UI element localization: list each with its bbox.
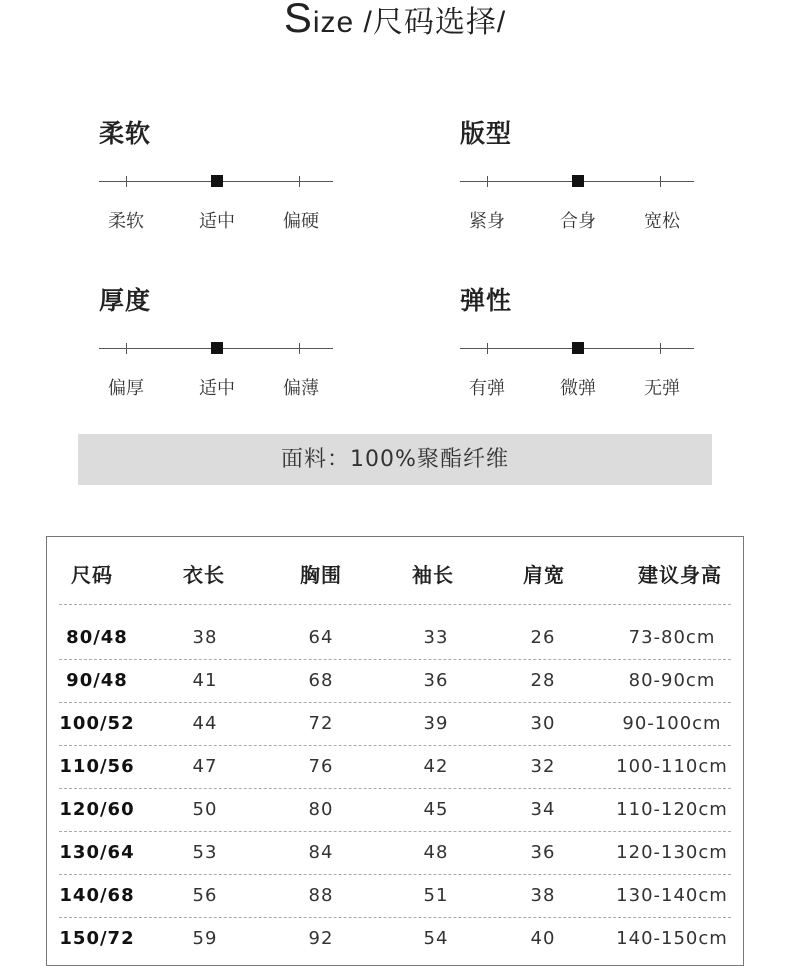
attribute-label: 版型	[460, 119, 513, 148]
table-header-shoulder: 肩宽	[523, 563, 565, 587]
table-cell: 56	[192, 885, 218, 906]
scale-tick	[126, 343, 127, 354]
table-cell: 76	[308, 756, 334, 777]
scale-tick	[299, 176, 300, 187]
scale-option: 柔软	[108, 211, 144, 232]
table-cell: 64	[308, 627, 334, 648]
table-cell: 51	[423, 885, 449, 906]
table-cell: 140-150cm	[616, 928, 728, 949]
table-cell: 92	[308, 928, 334, 949]
table-cell: 32	[530, 756, 556, 777]
table-cell: 39	[423, 713, 449, 734]
table-cell: 54	[423, 928, 449, 949]
table-cell: 140/68	[59, 885, 135, 906]
table-cell: 100/52	[59, 713, 135, 734]
table-row	[47, 705, 743, 748]
table-cell: 90/48	[66, 670, 128, 691]
table-cell: 130/64	[59, 842, 135, 863]
row-divider	[59, 659, 731, 660]
row-divider	[59, 917, 731, 918]
table-row	[47, 920, 743, 963]
table-cell: 72	[308, 713, 334, 734]
table-cell: 38	[192, 627, 218, 648]
table-cell: 26	[530, 627, 556, 648]
scale-marker	[572, 342, 584, 354]
header-divider	[59, 604, 731, 605]
scale-option: 紧身	[469, 211, 505, 232]
scale-option: 偏薄	[283, 378, 319, 399]
table-cell: 30	[530, 713, 556, 734]
page-title	[0, 0, 790, 42]
table-cell: 41	[192, 670, 218, 691]
table-cell: 53	[192, 842, 218, 863]
table-cell: 150/72	[59, 928, 135, 949]
table-cell: 100-110cm	[616, 756, 728, 777]
table-cell: 130-140cm	[616, 885, 728, 906]
scale-option: 有弹	[469, 378, 505, 399]
attribute-label: 弹性	[460, 286, 513, 315]
attribute-softness	[99, 114, 333, 234]
scale-option-selected: 适中	[199, 378, 235, 399]
table-cell: 59	[192, 928, 218, 949]
table-row	[47, 662, 743, 705]
scale-track	[99, 181, 333, 182]
table-cell: 120/60	[59, 799, 135, 820]
table-row	[47, 619, 743, 662]
table-cell: 90-100cm	[622, 713, 722, 734]
scale-marker	[211, 175, 223, 187]
table-row	[47, 791, 743, 834]
attribute-label: 柔软	[99, 119, 152, 148]
table-cell: 80	[308, 799, 334, 820]
scale-track	[460, 181, 694, 182]
table-header-size: 尺码	[71, 563, 113, 587]
table-cell: 110/56	[59, 756, 135, 777]
table-cell: 28	[530, 670, 556, 691]
table-cell: 36	[530, 842, 556, 863]
scale-tick	[660, 176, 661, 187]
table-header-chest: 胸围	[300, 563, 342, 587]
table-cell: 84	[308, 842, 334, 863]
table-cell: 88	[308, 885, 334, 906]
title-initial: S	[283, 0, 313, 41]
scale-marker	[211, 342, 223, 354]
scale-track	[99, 348, 333, 349]
scale-tick	[660, 343, 661, 354]
scale-option: 无弹	[644, 378, 680, 399]
table-cell: 33	[423, 627, 449, 648]
attribute-elasticity	[460, 281, 694, 401]
scale-tick	[126, 176, 127, 187]
scale-option-selected: 微弹	[560, 378, 596, 399]
table-cell: 80/48	[66, 627, 128, 648]
table-cell: 120-130cm	[616, 842, 728, 863]
table-header-length: 衣长	[183, 563, 225, 587]
attribute-label: 厚度	[99, 286, 152, 315]
scale-track	[460, 348, 694, 349]
table-cell: 36	[423, 670, 449, 691]
table-header-height: 建议身高	[638, 563, 722, 587]
table-cell: 80-90cm	[628, 670, 716, 691]
row-divider	[59, 702, 731, 703]
attribute-fit	[460, 114, 694, 234]
attribute-thickness	[99, 281, 333, 401]
table-row	[47, 877, 743, 920]
table-cell: 110-120cm	[616, 799, 728, 820]
table-cell: 68	[308, 670, 334, 691]
table-cell: 38	[530, 885, 556, 906]
scale-option: 偏厚	[108, 378, 144, 399]
table-cell: 50	[192, 799, 218, 820]
table-cell: 42	[423, 756, 449, 777]
scale-option: 偏硬	[283, 211, 319, 232]
scale-tick	[487, 176, 488, 187]
table-cell: 45	[423, 799, 449, 820]
row-divider	[59, 788, 731, 789]
table-row	[47, 834, 743, 877]
table-cell: 40	[530, 928, 556, 949]
table-cell: 48	[423, 842, 449, 863]
fabric-banner: 面料：100%聚酯纤维	[78, 434, 712, 485]
table-cell: 34	[530, 799, 556, 820]
table-cell: 47	[192, 756, 218, 777]
table-cell: 44	[192, 713, 218, 734]
table-row	[47, 748, 743, 791]
row-divider	[59, 745, 731, 746]
row-divider	[59, 831, 731, 832]
scale-option: 宽松	[644, 211, 680, 232]
scale-tick	[299, 343, 300, 354]
scale-option-selected: 合身	[560, 211, 596, 232]
scale-tick	[487, 343, 488, 354]
scale-marker	[572, 175, 584, 187]
table-header-sleeve: 袖长	[412, 563, 454, 587]
scale-option-selected: 适中	[199, 211, 235, 232]
size-table	[46, 536, 744, 966]
table-cell: 73-80cm	[628, 627, 716, 648]
row-divider	[59, 874, 731, 875]
title-rest: ize /尺码选择/	[312, 6, 507, 39]
